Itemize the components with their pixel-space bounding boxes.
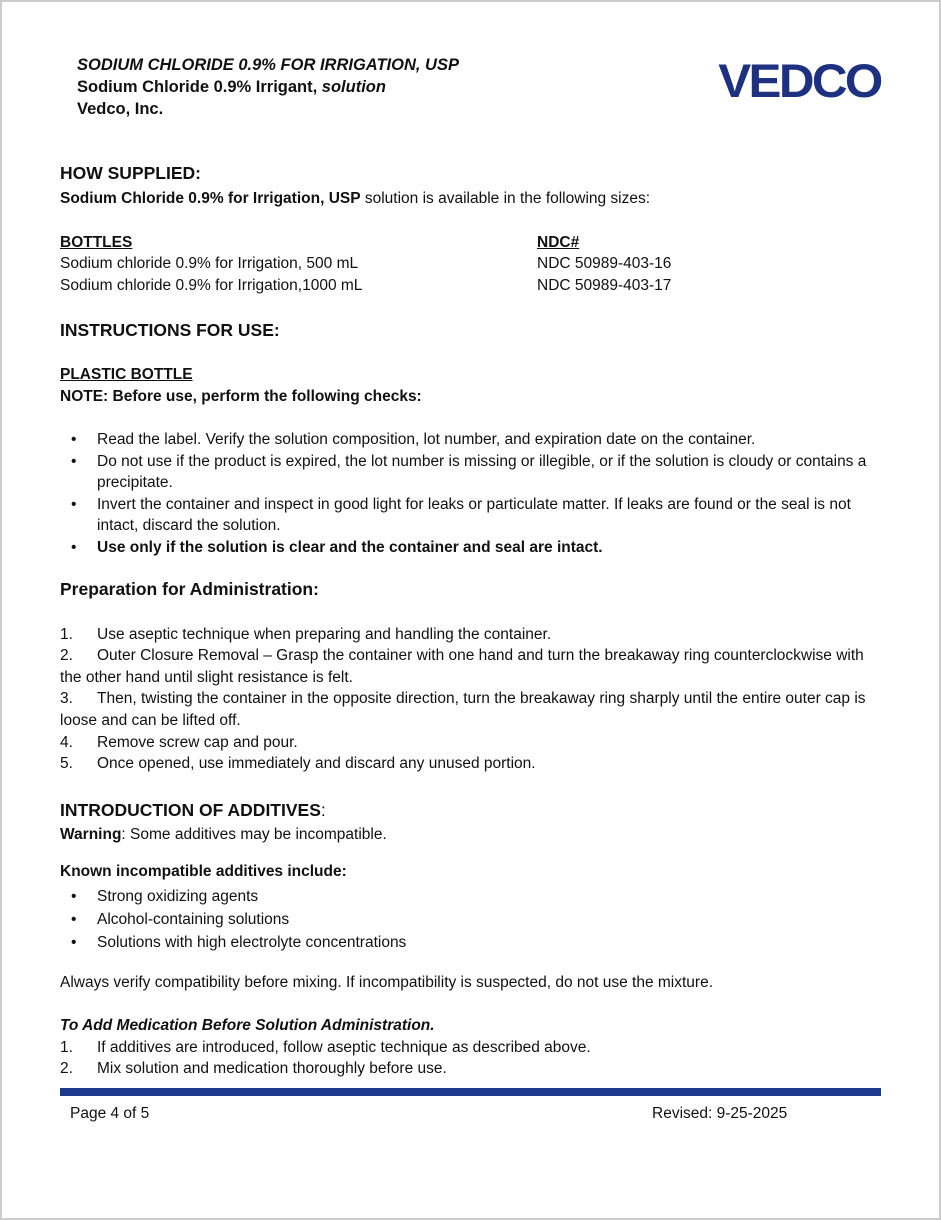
additives-section	[60, 799, 881, 1080]
bullet-icon: •	[71, 452, 77, 470]
list-item: 2. Outer Closure Removal – Grasp the container with one hand and turn the breakaway ring counterclockwise with the other hand until slight resistance is felt.	[60, 647, 864, 686]
list-item: • Read the label. Verify the solution composition, lot number, and expiration date on the container.	[60, 429, 881, 451]
bullet-icon: •	[71, 495, 77, 513]
bullet-icon: •	[71, 887, 77, 905]
list-item: 4. Remove screw cap and pour.	[60, 733, 298, 751]
list-item: • Do not use if the product is expired, the lot number is missing or illegible, or if the solution is cloudy or contains a precipitate.	[60, 451, 881, 494]
plastic-bottle-block	[60, 364, 881, 407]
document-header	[60, 54, 881, 120]
known-additives-heading: Known incompatible additives include:	[60, 863, 347, 881]
preparation-steps-list	[60, 624, 881, 775]
document-subtitle: Sodium Chloride 0.9% Irrigant, solution	[77, 78, 386, 96]
document-title: SODIUM CHLORIDE 0.9% FOR IRRIGATION, USP	[77, 56, 459, 74]
bullet-icon: •	[71, 933, 77, 951]
list-item: 1. Use aseptic technique when preparing and handling the container.	[60, 625, 552, 643]
list-item: • Strong oxidizing agents	[60, 885, 881, 908]
page-number: Page 4 of 5	[70, 1104, 150, 1122]
note-line: NOTE: Before use, perform the following checks:	[60, 387, 422, 405]
supply-table-header-row	[60, 232, 881, 254]
ndc-cell: NDC 50989-403-16	[537, 255, 672, 272]
bottles-column-header: BOTTLES	[60, 233, 133, 251]
footer-divider	[60, 1088, 881, 1096]
check-bullets-list	[60, 429, 881, 559]
bullet-icon: •	[71, 431, 77, 448]
preparation-heading: Preparation for Administration:	[60, 578, 319, 599]
bullet-icon: •	[71, 910, 77, 928]
add-medication-steps-list	[60, 1037, 881, 1080]
additive-bullets-list	[60, 885, 881, 954]
how-supplied-intro: Sodium Chloride 0.9% for Irrigation, USP solution is available in the following sizes:	[60, 190, 651, 207]
add-medication-heading: To Add Medication Before Solution Administration.	[60, 1017, 435, 1035]
list-item: 5. Once opened, use immediately and discard any unused portion.	[60, 755, 536, 773]
list-item: • Invert the container and inspect in good light for leaks or particulate matter. If leaks are found or the seal is not intact, discard the solution.	[60, 494, 881, 537]
title-block	[60, 54, 459, 120]
vedco-logo: VEDCO	[718, 54, 881, 107]
supply-table	[60, 232, 881, 297]
list-item: • Solutions with high electrolyte concentrations	[60, 931, 881, 954]
list-item: • Alcohol-containing solutions	[60, 908, 881, 931]
list-item: • Use only if the solution is clear and the container and seal are intact.	[60, 537, 881, 559]
how-supplied-section	[60, 162, 881, 296]
list-item: 2. Mix solution and medication thoroughly before use.	[60, 1060, 447, 1078]
additives-heading: INTRODUCTION OF ADDITIVES:	[60, 799, 326, 820]
list-item: 1. If additives are introduced, follow aseptic technique as described above.	[60, 1038, 591, 1056]
bottle-cell: Sodium chloride 0.9% for Irrigation, 500 mL	[60, 255, 359, 272]
verify-note: Always verify compatibility before mixing. If incompatibility is suspected, do not use the mixture.	[60, 973, 713, 991]
manufacturer-name: Vedco, Inc.	[77, 100, 164, 118]
plastic-bottle-subheading: PLASTIC BOTTLE	[60, 366, 193, 383]
how-supplied-heading: HOW SUPPLIED:	[60, 163, 201, 183]
bullet-icon: •	[71, 538, 77, 556]
warning-line: Warning: Some additives may be incompatible.	[60, 825, 387, 843]
revision-date: Revised: 9-25-2025	[652, 1104, 788, 1122]
list-item: 3. Then, twisting the container in the opposite direction, turn the breakaway ring sharply until the entire outer cap is loose and can be lifted off.	[60, 690, 866, 729]
ndc-cell: NDC 50989-403-17	[537, 276, 672, 294]
instructions-section	[60, 319, 881, 559]
table-row	[60, 253, 881, 275]
bottle-cell: Sodium chloride 0.9% for Irrigation,1000 mL	[60, 276, 363, 294]
preparation-section	[60, 578, 881, 775]
document-footer	[60, 1103, 881, 1125]
ndc-column-header: NDC#	[537, 233, 580, 251]
table-row	[60, 275, 881, 297]
instructions-heading: INSTRUCTIONS FOR USE:	[60, 320, 280, 340]
